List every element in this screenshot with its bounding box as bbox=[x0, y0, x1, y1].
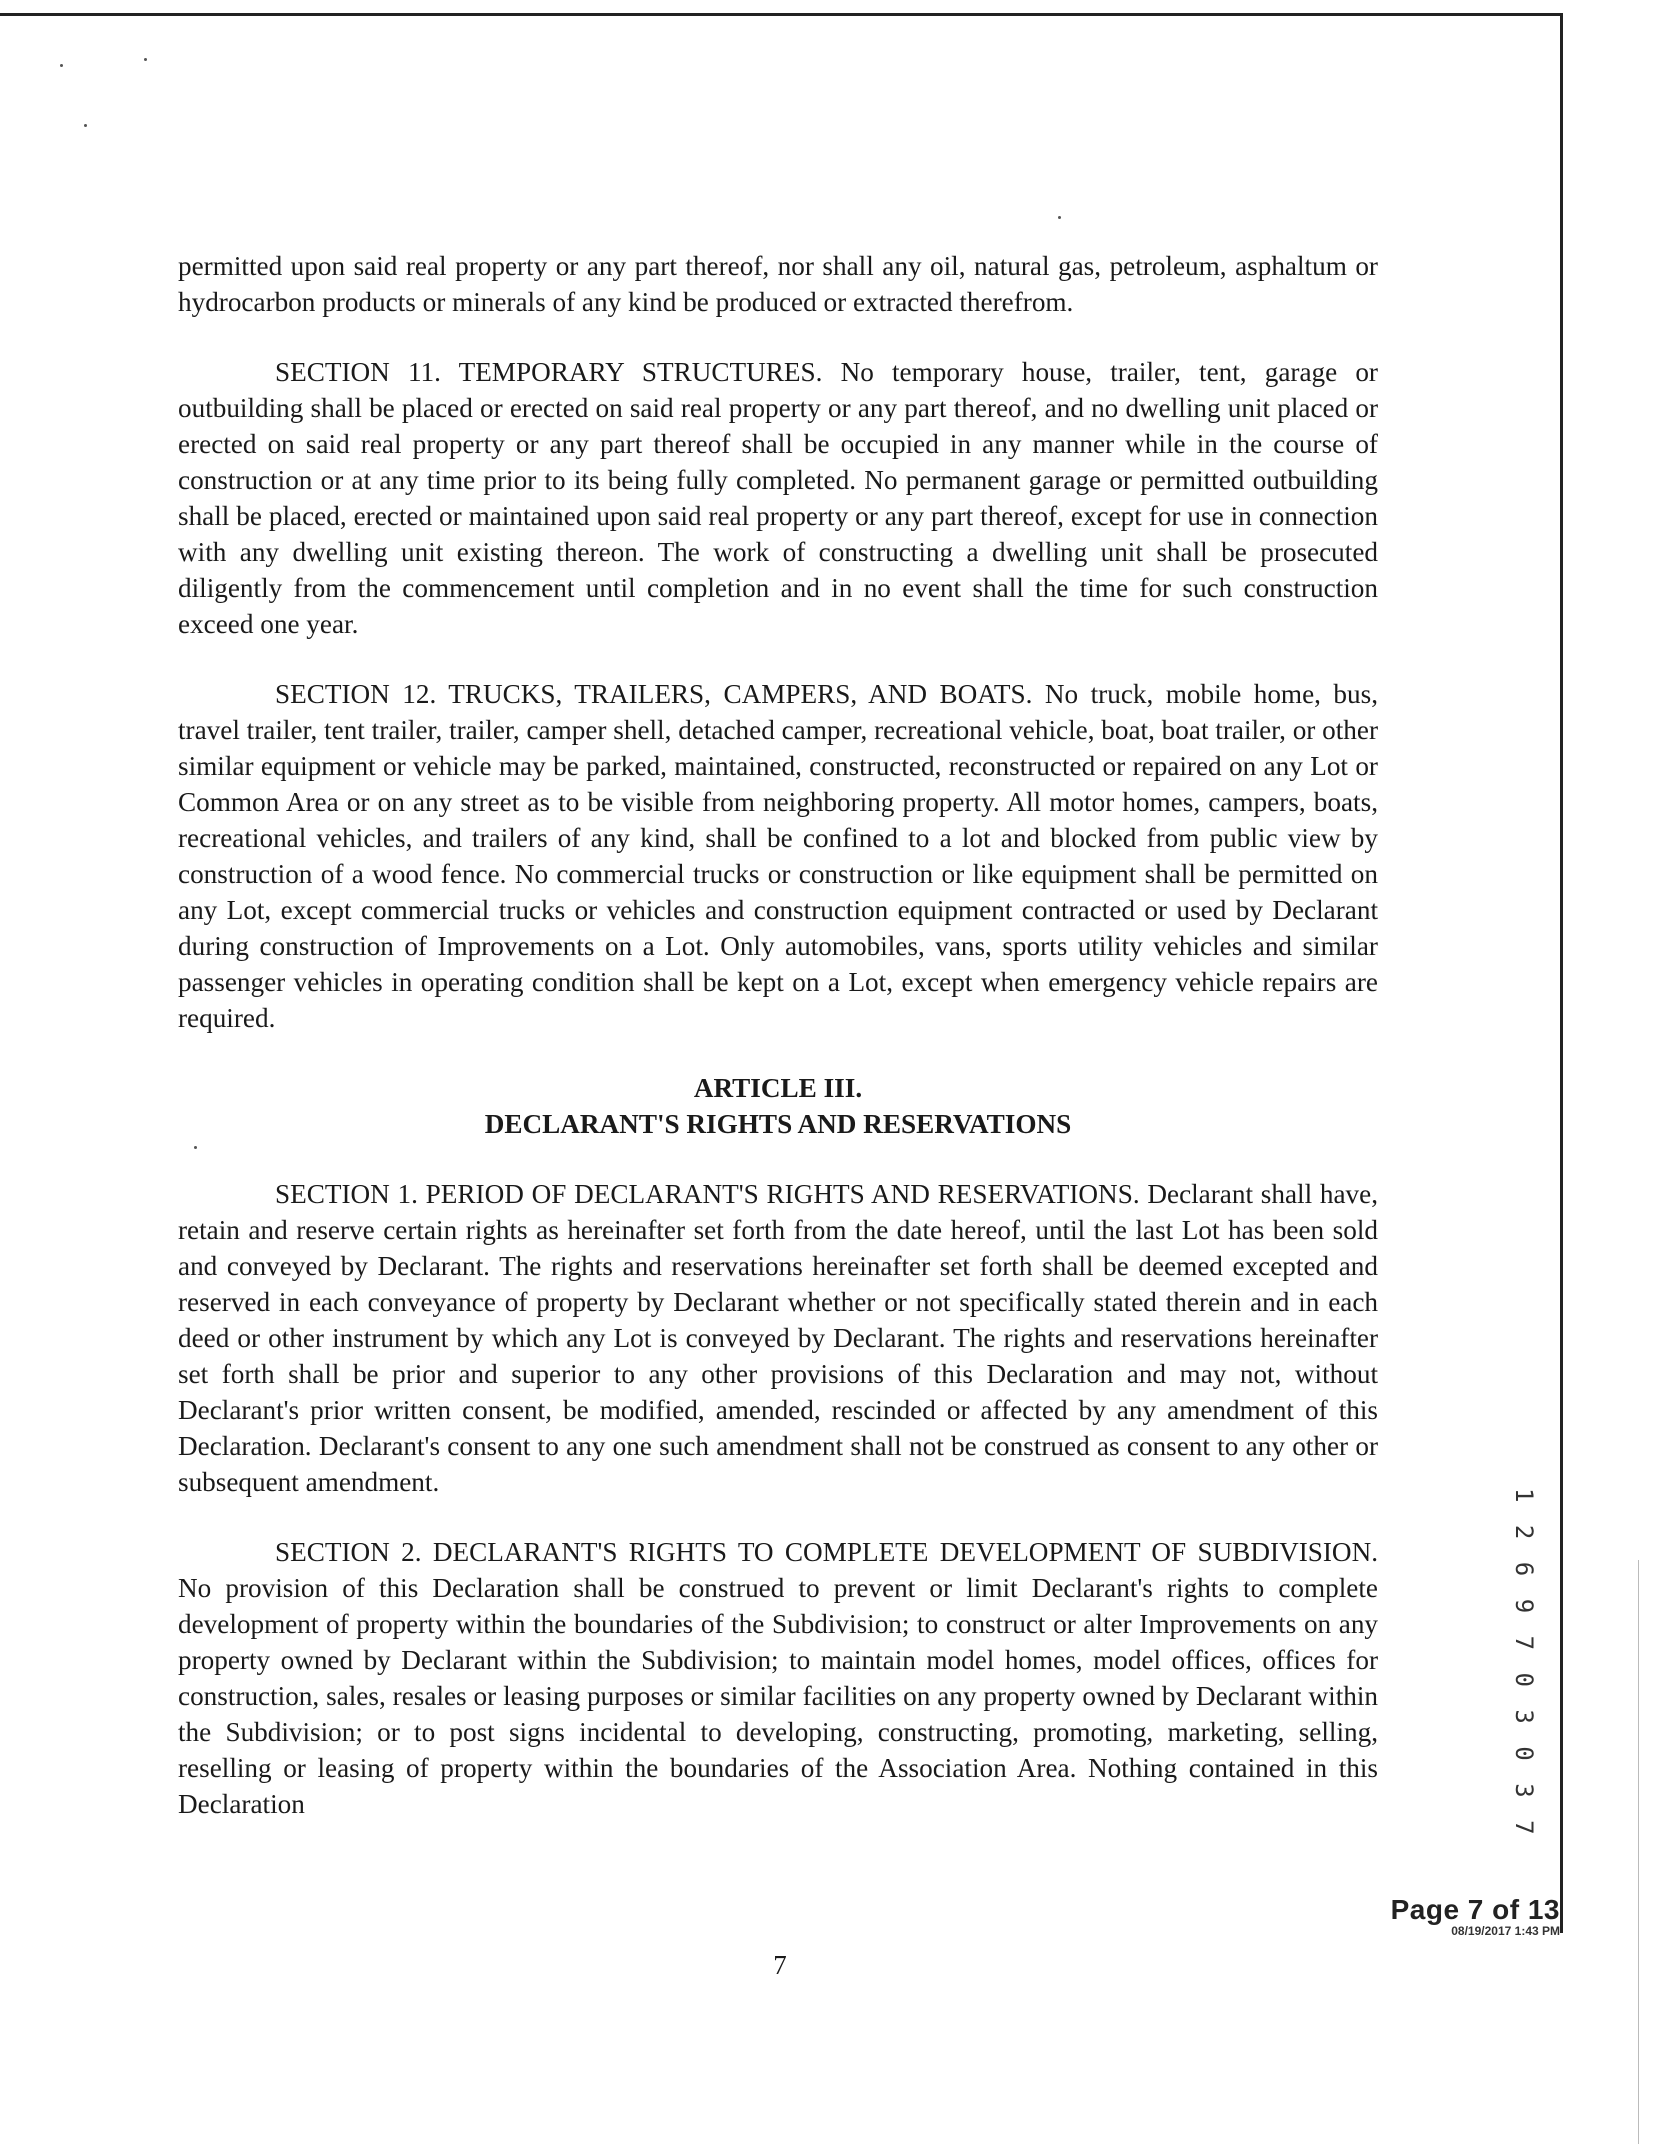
scan-speck bbox=[144, 58, 147, 61]
paragraph-continuation: permitted upon said real property or any part thereof, nor shall any oil, natural gas, petroleum, asphaltum or hydrocarbon products or minerals of any kind be produced or extracted therefrom. bbox=[178, 251, 1378, 317]
document-body bbox=[178, 248, 1378, 1822]
section-12-paragraph: SECTION 12. TRUCKS, TRAILERS, CAMPERS, AND BOATS. No truck, mobile home, bus, travel trailer, tent trailer, trailer, camper shell, detached camper, recreational vehicle, boat, boat trailer, or other similar equipment or vehicle may be parked, maintained, constructed, reconstructed or repaired on any Lot or Common Area or on any street as to be visible from neighboring property. All motor homes, campers, boats, recreational vehicles, and trailers of any kind, shall be confined to a lot and blocked from public view by construction of a wood fence. No commercial trucks or construction or like equipment shall be permitted on any Lot, except commercial trucks or vehicles and construction equipment contracted or used by Declarant during construction of Improvements on a Lot. Only automobiles, vans, sports utility vehicles and similar passenger vehicles in operating condition shall be kept on a Lot, except when emergency vehicle repairs are required. bbox=[178, 679, 1379, 1033]
scan-speck bbox=[84, 124, 87, 127]
article-heading bbox=[178, 1070, 1378, 1142]
page-number: 7 bbox=[773, 1950, 787, 1980]
right-border-line bbox=[1560, 13, 1563, 1933]
recording-number-stamp: 1 2 6 9 7 0 3 0 3 7 bbox=[1510, 1488, 1538, 1839]
page-count: Page 7 of 13 bbox=[1390, 1894, 1560, 1925]
recording-timestamp: 08/19/2017 1:43 PM bbox=[1451, 1924, 1560, 1938]
section-11-paragraph: SECTION 11. TEMPORARY STRUCTURES. No temporary house, trailer, tent, garage or outbuilding shall be placed or erected on said real property or any part thereof, and no dwelling unit placed or erected on said real property or any part thereof shall be occupied in any manner while in the course of construction or at any time prior to its being fully completed. No permanent garage or permitted outbuilding shall be placed, erected or maintained upon said real property or any part thereof, except for use in connection with any dwelling unit existing thereon. The work of constructing a dwelling unit shall be prosecuted diligently from the commencement until completion and in no event shall the time for such construction exceed one year. bbox=[178, 357, 1378, 639]
top-border-line bbox=[0, 13, 1560, 16]
page-stamp bbox=[1391, 1894, 1560, 1938]
article-3-section-2-paragraph: SECTION 2. DECLARANT'S RIGHTS TO COMPLETE DEVELOPMENT OF SUBDIVISION. No provision of this Declaration shall be construed to prevent or limit Declarant's rights to complete development of property within the boundaries of the Subdivision; to construct or alter Improvements on any property owned by Declarant within the Subdivision; to maintain model homes, model offices, offices for construction, sales, resales or leasing purposes or similar facilities on any property owned by Declarant within the Subdivision; or to post signs incidental to developing, constructing, promoting, marketing, selling, reselling or leasing of property within the boundaries of the Association Area. Nothing contained in this Declaration bbox=[178, 1537, 1378, 1819]
scan-edge-line bbox=[1638, 1560, 1639, 2144]
article-number: ARTICLE III. bbox=[693, 1073, 863, 1103]
article-title: DECLARANT'S RIGHTS AND RESERVATIONS bbox=[484, 1109, 1072, 1139]
scan-speck bbox=[60, 64, 63, 67]
article-3-section-1-paragraph: SECTION 1. PERIOD OF DECLARANT'S RIGHTS AND RESERVATIONS. Declarant shall have, retain and reserve certain rights as hereinafter set forth from the date hereof, until the last Lot has been sold and conveyed by Declarant. The rights and reservations hereinafter set forth shall be deemed excepted and reserved in each conveyance of property by Declarant whether or not specifically stated therein and in each deed or other instrument by which any Lot is conveyed by Declarant. The rights and reservations hereinafter set forth shall be prior and superior to any other provisions of this Declaration and may not, without Declarant's prior written consent, be modified, amended, rescinded or affected by any amendment of this Declaration. Declarant's consent to any one such amendment shall not be construed as consent to any other or subsequent amendment. bbox=[178, 1179, 1378, 1497]
scan-speck bbox=[1058, 216, 1061, 219]
